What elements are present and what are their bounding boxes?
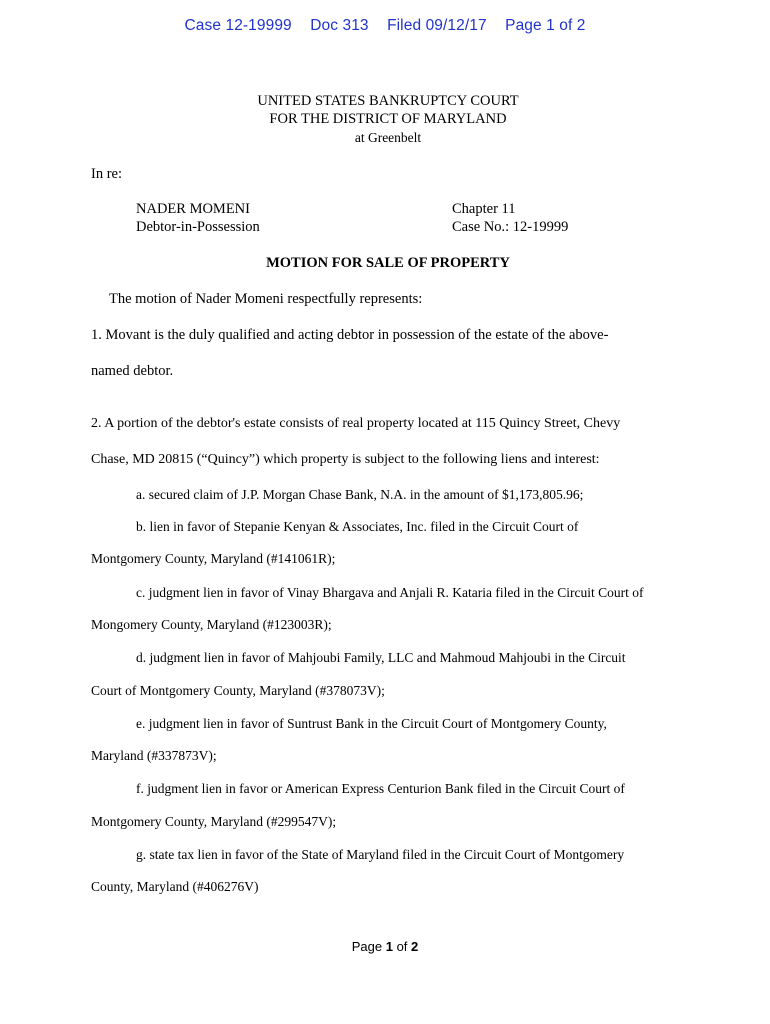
paragraph-2-line-2: Chase, MD 20815 (“Quincy”) which property is subject to the following liens and interest: <box>91 452 600 467</box>
paragraph-1-line-2: named debtor. <box>91 363 174 379</box>
footer-page-total: 2 <box>411 939 419 954</box>
lien-d-line-2: Court of Montgomery County, Maryland (#378073V); <box>91 683 385 698</box>
in-re-label: In re: <box>91 166 122 182</box>
lien-c-line-1: c. judgment lien in favor of Vinay Bhargava and Anjali R. Kataria filed in the Circuit Court of <box>136 585 644 600</box>
lien-b-line-2: Montgomery County, Maryland (#141061R); <box>91 551 336 566</box>
document-title: MOTION FOR SALE OF PROPERTY <box>266 255 510 271</box>
lien-e-line-2: Maryland (#337873V); <box>91 748 217 763</box>
debtor-role: Debtor-in-Possession <box>136 219 260 235</box>
chapter-label: Chapter 11 <box>452 201 516 217</box>
stamp-page-number: Page 1 of 2 <box>505 17 586 34</box>
lien-g-line-1: g. state tax lien in favor of the State of Maryland filed in the Circuit Court of Montgomery <box>136 847 625 862</box>
lien-c-line-2: Mongomery County, Maryland (#123003R); <box>91 617 332 632</box>
ecf-header-stamp <box>0 17 770 35</box>
lien-a-line-1: a. secured claim of J.P. Morgan Chase Bank, N.A. in the amount of $1,173,805.96; <box>136 487 584 502</box>
court-district: FOR THE DISTRICT OF MARYLAND <box>269 111 507 127</box>
paragraph-1-line-1: 1. Movant is the duly qualified and acting debtor in possession of the estate of the above- <box>91 327 609 343</box>
lien-f-line-1: f. judgment lien in favor or American Express Centurion Bank filed in the Circuit Court of <box>136 781 625 796</box>
lien-g-line-2: County, Maryland (#406276V) <box>91 879 259 894</box>
lien-e-line-1: e. judgment lien in favor of Suntrust Bank in the Circuit Court of Montgomery County, <box>136 716 607 731</box>
lien-f-line-2: Montgomery County, Maryland (#299547V); <box>91 814 337 829</box>
footer-of-word: of <box>392 939 412 954</box>
footer-page-number: 1 <box>385 939 393 954</box>
doc-number: Doc 313 <box>310 17 369 34</box>
lien-b-line-1: b. lien in favor of Stepanie Kenyan & Associates, Inc. filed in the Circuit Court of <box>136 519 579 534</box>
lien-d-line-1: d. judgment lien in favor of Mahjoubi Family, LLC and Mahmoud Mahjoubi in the Circuit <box>136 650 626 665</box>
court-location: at Greenbelt <box>354 130 422 145</box>
intro-paragraph: The motion of Nader Momeni respectfully represents: <box>109 291 423 307</box>
debtor-name: NADER MOMENI <box>136 201 250 217</box>
filed-date: Filed 09/12/17 <box>387 17 487 34</box>
paragraph-2-line-1: 2. A portion of the debtor's estate consists of real property located at 115 Quincy Street, Chevy <box>91 416 621 431</box>
court-name: UNITED STATES BANKRUPTCY COURT <box>257 93 519 109</box>
page-footer <box>0 939 770 954</box>
case-number-label: Case No.: 12-19999 <box>452 219 569 235</box>
case-number: Case 12-19999 <box>184 17 292 34</box>
footer-page-word: Page <box>351 939 386 954</box>
